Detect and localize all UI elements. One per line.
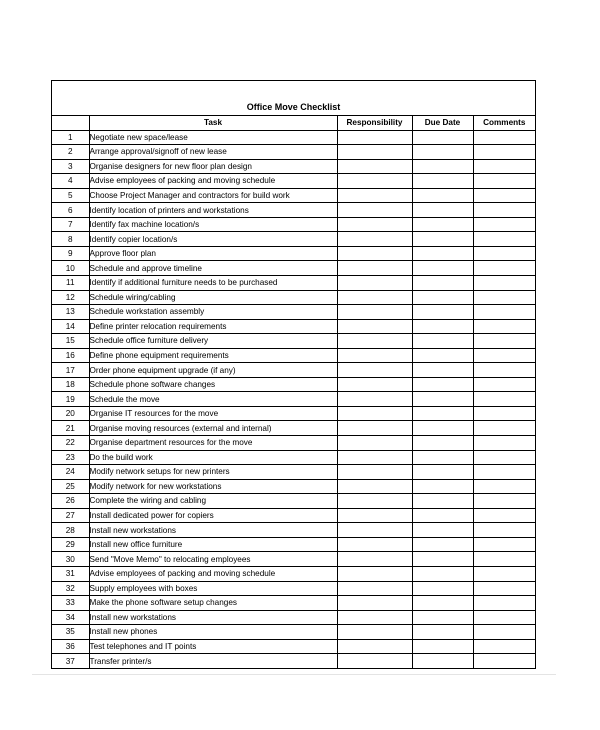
row-responsibility — [337, 450, 412, 465]
row-responsibility — [337, 465, 412, 480]
row-number: 14 — [52, 319, 89, 334]
row-due-date — [412, 348, 473, 363]
table-row — [52, 465, 535, 480]
row-task: Choose Project Manager and contractors for build work — [89, 188, 337, 203]
header-due-date: Due Date — [412, 116, 473, 130]
row-task: Order phone equipment upgrade (if any) — [89, 363, 337, 378]
header-comments: Comments — [473, 116, 535, 130]
row-responsibility — [337, 290, 412, 305]
row-task: Make the phone software setup changes — [89, 596, 337, 611]
row-number: 17 — [52, 363, 89, 378]
table-row — [52, 552, 535, 567]
row-due-date — [412, 596, 473, 611]
row-responsibility — [337, 552, 412, 567]
row-task: Modify network setups for new printers — [89, 465, 337, 480]
row-due-date — [412, 465, 473, 480]
row-due-date — [412, 537, 473, 552]
table-row — [52, 610, 535, 625]
row-number: 25 — [52, 479, 89, 494]
row-task: Send "Move Memo" to relocating employees — [89, 552, 337, 567]
table-row — [52, 625, 535, 640]
row-responsibility — [337, 159, 412, 174]
table-row — [52, 508, 535, 523]
row-number: 36 — [52, 639, 89, 654]
row-number: 26 — [52, 494, 89, 509]
row-number: 13 — [52, 305, 89, 320]
table-row — [52, 596, 535, 611]
row-responsibility — [337, 421, 412, 436]
row-comments — [473, 625, 535, 640]
row-comments — [473, 596, 535, 611]
row-number: 30 — [52, 552, 89, 567]
row-responsibility — [337, 566, 412, 581]
row-comments — [473, 276, 535, 291]
row-comments — [473, 232, 535, 247]
row-due-date — [412, 421, 473, 436]
row-due-date — [412, 508, 473, 523]
row-task: Install new office furniture — [89, 537, 337, 552]
row-comments — [473, 523, 535, 538]
row-task: Identify fax machine location/s — [89, 217, 337, 232]
row-task: Arrange approval/signoff of new lease — [89, 145, 337, 160]
row-number: 8 — [52, 232, 89, 247]
row-due-date — [412, 246, 473, 261]
row-number: 37 — [52, 654, 89, 668]
header-number — [52, 116, 89, 130]
row-due-date — [412, 494, 473, 509]
header-responsibility: Responsibility — [337, 116, 412, 130]
row-task: Schedule wiring/cabling — [89, 290, 337, 305]
row-comments — [473, 610, 535, 625]
row-task: Negotiate new space/lease — [89, 130, 337, 145]
row-number: 33 — [52, 596, 89, 611]
row-task: Organise department resources for the move — [89, 436, 337, 451]
row-comments — [473, 537, 535, 552]
checklist-title: Office Move Checklist — [246, 102, 341, 112]
row-number: 7 — [52, 217, 89, 232]
row-task: Supply employees with boxes — [89, 581, 337, 596]
row-number: 5 — [52, 188, 89, 203]
table-row — [52, 305, 535, 320]
row-number: 6 — [52, 203, 89, 218]
row-due-date — [412, 566, 473, 581]
row-number: 22 — [52, 436, 89, 451]
row-due-date — [412, 319, 473, 334]
row-number: 29 — [52, 537, 89, 552]
table-row — [52, 654, 535, 668]
table-row — [52, 188, 535, 203]
row-due-date — [412, 552, 473, 567]
table-row — [52, 246, 535, 261]
table-row — [52, 290, 535, 305]
row-responsibility — [337, 508, 412, 523]
row-task: Install new phones — [89, 625, 337, 640]
row-task: Install new workstations — [89, 610, 337, 625]
row-due-date — [412, 377, 473, 392]
row-due-date — [412, 130, 473, 145]
row-task: Schedule and approve timeline — [89, 261, 337, 276]
table-row — [52, 450, 535, 465]
row-number: 18 — [52, 377, 89, 392]
row-number: 19 — [52, 392, 89, 407]
row-number: 11 — [52, 276, 89, 291]
row-task: Transfer printer/s — [89, 654, 337, 668]
table-row — [52, 421, 535, 436]
row-comments — [473, 159, 535, 174]
row-comments — [473, 334, 535, 349]
table-row — [52, 479, 535, 494]
row-responsibility — [337, 246, 412, 261]
table-row — [52, 203, 535, 218]
header-task: Task — [89, 116, 337, 130]
row-number: 27 — [52, 508, 89, 523]
table-row — [52, 348, 535, 363]
row-due-date — [412, 232, 473, 247]
row-responsibility — [337, 217, 412, 232]
row-number: 3 — [52, 159, 89, 174]
row-due-date — [412, 174, 473, 189]
row-due-date — [412, 276, 473, 291]
row-due-date — [412, 217, 473, 232]
row-responsibility — [337, 639, 412, 654]
row-number: 21 — [52, 421, 89, 436]
row-due-date — [412, 203, 473, 218]
page-divider — [32, 674, 556, 675]
row-comments — [473, 246, 535, 261]
row-due-date — [412, 188, 473, 203]
row-task: Complete the wiring and cabling — [89, 494, 337, 509]
row-number: 20 — [52, 406, 89, 421]
row-number: 31 — [52, 566, 89, 581]
row-comments — [473, 581, 535, 596]
row-task: Schedule office furniture delivery — [89, 334, 337, 349]
row-responsibility — [337, 319, 412, 334]
row-due-date — [412, 159, 473, 174]
checklist-sheet — [51, 80, 536, 669]
table-row — [52, 276, 535, 291]
row-number: 10 — [52, 261, 89, 276]
row-due-date — [412, 363, 473, 378]
table-row — [52, 174, 535, 189]
row-task: Organise IT resources for the move — [89, 406, 337, 421]
table-row — [52, 334, 535, 349]
row-task: Do the build work — [89, 450, 337, 465]
row-due-date — [412, 406, 473, 421]
row-due-date — [412, 639, 473, 654]
row-task: Organise designers for new floor plan design — [89, 159, 337, 174]
table-row — [52, 566, 535, 581]
row-responsibility — [337, 377, 412, 392]
table-row — [52, 319, 535, 334]
row-comments — [473, 203, 535, 218]
row-due-date — [412, 523, 473, 538]
row-task: Identify copier location/s — [89, 232, 337, 247]
row-responsibility — [337, 130, 412, 145]
row-due-date — [412, 436, 473, 451]
row-task: Advise employees of packing and moving schedule — [89, 174, 337, 189]
row-number: 9 — [52, 246, 89, 261]
table-row — [52, 523, 535, 538]
row-task: Define phone equipment requirements — [89, 348, 337, 363]
row-task: Define printer relocation requirements — [89, 319, 337, 334]
row-task: Organise moving resources (external and internal) — [89, 421, 337, 436]
table-row — [52, 581, 535, 596]
row-responsibility — [337, 174, 412, 189]
row-number: 28 — [52, 523, 89, 538]
row-due-date — [412, 450, 473, 465]
row-due-date — [412, 654, 473, 668]
table-row — [52, 377, 535, 392]
row-comments — [473, 188, 535, 203]
row-task: Approve floor plan — [89, 246, 337, 261]
row-comments — [473, 130, 535, 145]
table-row — [52, 436, 535, 451]
row-responsibility — [337, 654, 412, 668]
row-responsibility — [337, 145, 412, 160]
row-number: 4 — [52, 174, 89, 189]
row-comments — [473, 508, 535, 523]
row-responsibility — [337, 334, 412, 349]
row-responsibility — [337, 261, 412, 276]
row-comments — [473, 465, 535, 480]
row-comments — [473, 145, 535, 160]
table-row — [52, 406, 535, 421]
row-responsibility — [337, 494, 412, 509]
table-row — [52, 392, 535, 407]
row-comments — [473, 406, 535, 421]
row-comments — [473, 377, 535, 392]
row-number: 1 — [52, 130, 89, 145]
row-comments — [473, 261, 535, 276]
row-responsibility — [337, 305, 412, 320]
table-row — [52, 639, 535, 654]
row-task: Advise employees of packing and moving schedule — [89, 566, 337, 581]
table-row — [52, 261, 535, 276]
row-comments — [473, 552, 535, 567]
row-task: Schedule the move — [89, 392, 337, 407]
row-responsibility — [337, 537, 412, 552]
row-task: Schedule workstation assembly — [89, 305, 337, 320]
row-number: 34 — [52, 610, 89, 625]
row-responsibility — [337, 188, 412, 203]
row-comments — [473, 217, 535, 232]
row-comments — [473, 566, 535, 581]
table-row — [52, 363, 535, 378]
row-number: 35 — [52, 625, 89, 640]
table-row — [52, 537, 535, 552]
checklist-table — [52, 116, 535, 668]
row-comments — [473, 654, 535, 668]
row-number: 24 — [52, 465, 89, 480]
row-responsibility — [337, 232, 412, 247]
row-comments — [473, 174, 535, 189]
row-responsibility — [337, 436, 412, 451]
row-number: 12 — [52, 290, 89, 305]
row-number: 23 — [52, 450, 89, 465]
row-comments — [473, 436, 535, 451]
row-due-date — [412, 392, 473, 407]
row-due-date — [412, 479, 473, 494]
row-number: 16 — [52, 348, 89, 363]
row-comments — [473, 421, 535, 436]
row-due-date — [412, 581, 473, 596]
table-row — [52, 232, 535, 247]
row-responsibility — [337, 610, 412, 625]
row-due-date — [412, 145, 473, 160]
row-responsibility — [337, 596, 412, 611]
row-task: Test telephones and IT points — [89, 639, 337, 654]
row-task: Schedule phone software changes — [89, 377, 337, 392]
row-due-date — [412, 261, 473, 276]
row-due-date — [412, 610, 473, 625]
row-comments — [473, 494, 535, 509]
row-due-date — [412, 305, 473, 320]
row-task: Identify location of printers and workstations — [89, 203, 337, 218]
row-comments — [473, 348, 535, 363]
header-row — [52, 116, 535, 130]
row-comments — [473, 392, 535, 407]
title-row — [52, 81, 535, 116]
row-responsibility — [337, 523, 412, 538]
row-task: Install dedicated power for copiers — [89, 508, 337, 523]
row-responsibility — [337, 276, 412, 291]
row-responsibility — [337, 348, 412, 363]
table-row — [52, 494, 535, 509]
row-responsibility — [337, 406, 412, 421]
row-comments — [473, 363, 535, 378]
row-responsibility — [337, 363, 412, 378]
row-task: Modify network for new workstations — [89, 479, 337, 494]
row-responsibility — [337, 203, 412, 218]
row-responsibility — [337, 392, 412, 407]
table-row — [52, 130, 535, 145]
row-comments — [473, 639, 535, 654]
row-comments — [473, 450, 535, 465]
row-responsibility — [337, 625, 412, 640]
row-number: 15 — [52, 334, 89, 349]
table-row — [52, 159, 535, 174]
row-due-date — [412, 290, 473, 305]
row-due-date — [412, 625, 473, 640]
table-row — [52, 145, 535, 160]
row-due-date — [412, 334, 473, 349]
row-comments — [473, 319, 535, 334]
row-number: 2 — [52, 145, 89, 160]
row-task: Identify if additional furniture needs to be purchased — [89, 276, 337, 291]
row-responsibility — [337, 581, 412, 596]
row-task: Install new workstations — [89, 523, 337, 538]
row-number: 32 — [52, 581, 89, 596]
table-row — [52, 217, 535, 232]
row-comments — [473, 290, 535, 305]
row-comments — [473, 479, 535, 494]
row-comments — [473, 305, 535, 320]
row-responsibility — [337, 479, 412, 494]
